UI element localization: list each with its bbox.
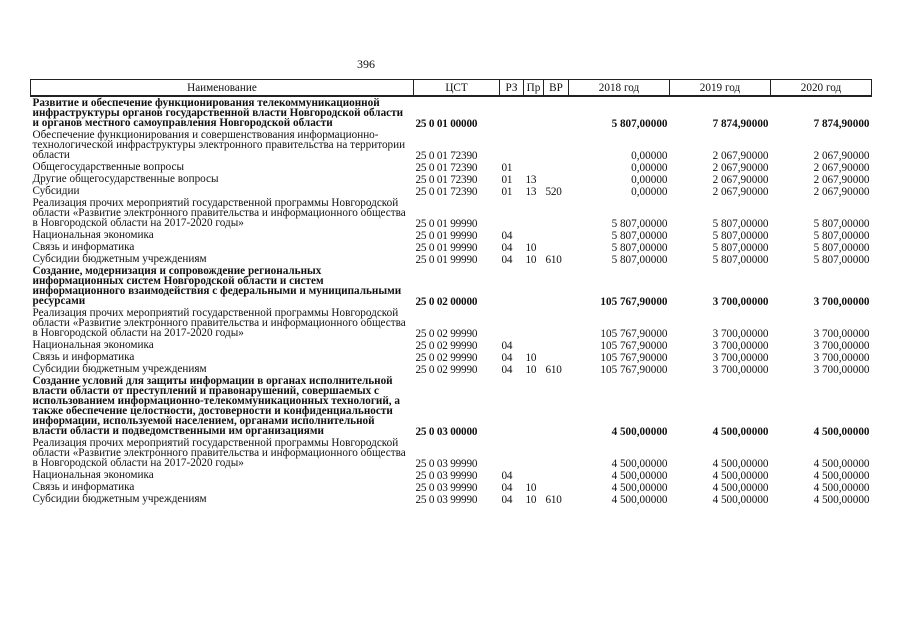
row-value-2018: 105 767,90000 <box>600 296 668 308</box>
row-cst: 25 0 02 99990 <box>415 352 478 364</box>
row-rz: 04 <box>501 254 513 266</box>
row-name: Национальная экономика <box>32 339 154 351</box>
row-vr: 610 <box>545 364 562 376</box>
row-cst: 25 0 01 72390 <box>415 150 478 162</box>
row-value-2020: 3 700,00000 <box>813 328 870 340</box>
row-rz: 04 <box>501 364 513 376</box>
row-name: Создание условий для защиты информации в органах исполнительной власти области от преступлений и правонарушений, совершаемых с использованием информационно-телекоммуникационных технологий, а также обеспечение целостности, достоверности и конфиденциальности информации, используемой населением, органами исполнительной власти области и подведомственными им организациями <box>32 375 400 437</box>
row-name: Субсидии бюджетным учреждениям <box>32 493 207 505</box>
row-name: Связь и информатика <box>32 481 135 493</box>
row-value-2019: 2 067,90000 <box>712 162 769 174</box>
row-cst: 25 0 02 99990 <box>415 340 478 352</box>
row-value-2018: 4 500,00000 <box>611 494 668 506</box>
row-value-2020: 2 067,90000 <box>813 174 870 186</box>
header-cst: ЦСТ <box>414 80 500 97</box>
row-rz: 04 <box>501 470 513 482</box>
row-value-2020: 4 500,00000 <box>813 458 870 470</box>
header-2018: 2018 год <box>569 80 670 97</box>
row-rz: 04 <box>501 352 513 364</box>
row-name: Субсидии бюджетным учреждениям <box>32 363 207 375</box>
header-2019: 2019 год <box>670 80 771 97</box>
row-pr <box>524 469 544 481</box>
row-value-2018: 0,00000 <box>631 186 668 198</box>
row-pr: 10 <box>525 352 537 364</box>
row-pr <box>524 129 544 161</box>
row-value-2019: 4 500,00000 <box>712 426 769 438</box>
table-row <box>31 253 872 265</box>
row-cst: 25 0 02 99990 <box>415 328 478 340</box>
table-row <box>31 339 872 351</box>
row-value-2020: 5 807,00000 <box>813 230 870 242</box>
row-cst: 25 0 03 00000 <box>415 426 478 438</box>
row-vr <box>544 173 569 185</box>
row-vr <box>544 96 569 129</box>
row-name: Связь и информатика <box>32 351 135 363</box>
row-vr <box>544 241 569 253</box>
row-rz <box>500 307 524 339</box>
row-value-2020: 4 500,00000 <box>813 494 870 506</box>
row-name: Другие общегосударственные вопросы <box>32 173 219 185</box>
row-cst: 25 0 01 72390 <box>415 186 478 198</box>
row-cst: 25 0 01 99990 <box>415 218 478 230</box>
row-vr <box>544 351 569 363</box>
row-pr: 10 <box>525 364 537 376</box>
row-value-2018: 0,00000 <box>631 150 668 162</box>
row-value-2020: 4 500,00000 <box>813 482 870 494</box>
row-value-2019: 3 700,00000 <box>712 352 769 364</box>
row-value-2019: 3 700,00000 <box>712 328 769 340</box>
row-vr <box>544 339 569 351</box>
row-value-2019: 2 067,90000 <box>712 150 769 162</box>
table-row <box>31 375 872 437</box>
row-cst: 25 0 02 99990 <box>415 364 478 376</box>
row-value-2020: 5 807,00000 <box>813 218 870 230</box>
row-pr <box>524 161 544 173</box>
row-value-2019: 5 807,00000 <box>712 254 769 266</box>
row-pr <box>524 339 544 351</box>
row-value-2019: 3 700,00000 <box>712 340 769 352</box>
row-value-2019: 7 874,90000 <box>670 96 771 129</box>
row-value-2020: 4 500,00000 <box>813 470 870 482</box>
row-rz: 04 <box>501 340 513 352</box>
row-name: Реализация прочих мероприятий государственной программы Новгородской области «Развитие электронного правительства и информационного общества в Новгородской области на 2017-2020 годы» <box>32 197 406 229</box>
table-row <box>31 161 872 173</box>
row-value-2018: 105 767,90000 <box>600 364 668 376</box>
row-cst: 25 0 01 72390 <box>415 174 478 186</box>
row-value-2019: 3 700,00000 <box>712 296 769 308</box>
row-value-2018: 5 807,00000 <box>569 96 670 129</box>
row-value-2018: 4 500,00000 <box>611 470 668 482</box>
row-value-2018: 4 500,00000 <box>611 482 668 494</box>
row-value-2019: 2 067,90000 <box>712 186 769 198</box>
row-value-2020: 2 067,90000 <box>813 162 870 174</box>
row-value-2019: 4 500,00000 <box>712 470 769 482</box>
row-rz <box>500 375 524 437</box>
row-value-2020: 2 067,90000 <box>813 150 870 162</box>
row-cst: 25 0 03 99990 <box>415 494 478 506</box>
row-rz: 04 <box>501 242 513 254</box>
row-pr: 13 <box>525 174 537 186</box>
row-rz <box>500 265 524 307</box>
row-value-2018: 105 767,90000 <box>600 352 668 364</box>
row-cst: 25 0 02 00000 <box>415 296 478 308</box>
row-value-2020: 3 700,00000 <box>813 296 870 308</box>
row-vr <box>544 437 569 469</box>
row-value-2018: 4 500,00000 <box>611 426 668 438</box>
row-pr <box>524 96 544 129</box>
row-vr <box>544 229 569 241</box>
row-cst: 25 0 03 99990 <box>415 482 478 494</box>
row-cst: 25 0 03 99990 <box>415 470 478 482</box>
row-name: Национальная экономика <box>32 469 154 481</box>
table-row <box>31 481 872 493</box>
row-rz: 04 <box>501 494 513 506</box>
row-name: Создание, модернизация и сопровождение региональных информационных систем Новгородской области и систем информационного взаимодействия с федеральными и муниципальными ресурсами <box>32 265 402 307</box>
row-vr <box>544 375 569 437</box>
row-rz <box>500 96 524 129</box>
row-value-2019: 5 807,00000 <box>712 218 769 230</box>
row-pr: 10 <box>525 494 537 506</box>
table-row <box>31 229 872 241</box>
row-name: Субсидии <box>32 185 80 197</box>
row-pr: 13 <box>525 186 537 198</box>
table-row <box>31 493 872 505</box>
row-vr <box>544 129 569 161</box>
row-vr <box>544 481 569 493</box>
row-value-2019: 4 500,00000 <box>712 458 769 470</box>
row-rz <box>500 437 524 469</box>
table-row <box>31 437 872 469</box>
budget-table <box>30 79 872 505</box>
table-body <box>31 96 872 505</box>
row-pr: 10 <box>525 242 537 254</box>
table-row <box>31 351 872 363</box>
row-vr: 610 <box>545 494 562 506</box>
row-value-2020: 3 700,00000 <box>813 340 870 352</box>
row-name: Обеспечение функционирования и совершенствования информационно- технологической инфраструктуры электронного правительства на территории области <box>32 129 406 161</box>
row-rz: 04 <box>501 230 513 242</box>
row-value-2020: 7 874,90000 <box>771 96 872 129</box>
row-rz: 01 <box>501 162 513 174</box>
row-cst: 25 0 01 99990 <box>415 230 478 242</box>
table-row <box>31 173 872 185</box>
row-rz <box>500 129 524 161</box>
row-cst: 25 0 01 00000 <box>414 96 500 129</box>
row-vr: 610 <box>545 254 562 266</box>
row-name: Реализация прочих мероприятий государственной программы Новгородской области «Развитие электронного правительства и информационного общества в Новгородской области на 2017-2020 годы» <box>32 307 406 339</box>
row-pr <box>524 307 544 339</box>
row-pr <box>524 375 544 437</box>
row-value-2018: 5 807,00000 <box>611 218 668 230</box>
row-value-2018: 0,00000 <box>631 162 668 174</box>
row-pr: 10 <box>525 254 537 266</box>
row-rz: 01 <box>501 174 513 186</box>
row-pr <box>524 229 544 241</box>
row-value-2018: 5 807,00000 <box>611 254 668 266</box>
table-header-row <box>31 80 872 97</box>
table-row <box>31 469 872 481</box>
row-value-2020: 5 807,00000 <box>813 254 870 266</box>
row-cst: 25 0 03 99990 <box>415 458 478 470</box>
row-value-2019: 5 807,00000 <box>712 242 769 254</box>
row-value-2019: 4 500,00000 <box>712 482 769 494</box>
row-value-2020: 3 700,00000 <box>813 364 870 376</box>
header-2020: 2020 год <box>771 80 872 97</box>
header-rz: РЗ <box>500 80 524 97</box>
row-value-2019: 2 067,90000 <box>712 174 769 186</box>
row-name: Национальная экономика <box>32 229 154 241</box>
table-row <box>31 363 872 375</box>
row-name: Реализация прочих мероприятий государственной программы Новгородской области «Развитие электронного правительства и информационного общества в Новгородской области на 2017-2020 годы» <box>32 437 406 469</box>
row-name: Общегосударственные вопросы <box>32 161 185 173</box>
row-value-2018: 0,00000 <box>631 174 668 186</box>
row-cst: 25 0 01 99990 <box>415 254 478 266</box>
row-value-2020: 2 067,90000 <box>813 186 870 198</box>
table-row <box>31 265 872 307</box>
row-vr <box>544 469 569 481</box>
row-vr: 520 <box>545 186 562 198</box>
row-cst: 25 0 01 72390 <box>415 162 478 174</box>
row-vr <box>544 307 569 339</box>
row-name: Развитие и обеспечение функционирования телекоммуникационной инфраструктуры органов государственной власти Новгородской области и органов местного самоуправления Новгородской области <box>31 96 414 129</box>
row-pr: 10 <box>525 482 537 494</box>
row-value-2018: 5 807,00000 <box>611 230 668 242</box>
row-value-2018: 4 500,00000 <box>611 458 668 470</box>
table-row <box>31 96 872 129</box>
row-rz: 04 <box>501 482 513 494</box>
row-vr <box>544 265 569 307</box>
row-value-2020: 5 807,00000 <box>813 242 870 254</box>
header-vr: ВР <box>544 80 569 97</box>
table-row <box>31 185 872 197</box>
row-pr <box>524 437 544 469</box>
row-name: Связь и информатика <box>32 241 135 253</box>
table-row <box>31 129 872 161</box>
table-row <box>31 307 872 339</box>
row-pr <box>524 265 544 307</box>
page-number: 396 <box>357 57 375 71</box>
row-rz: 01 <box>501 186 513 198</box>
row-value-2018: 5 807,00000 <box>611 242 668 254</box>
row-pr <box>524 197 544 229</box>
row-cst: 25 0 01 99990 <box>415 242 478 254</box>
table-row <box>31 241 872 253</box>
row-vr <box>544 197 569 229</box>
row-value-2019: 4 500,00000 <box>712 494 769 506</box>
row-value-2020: 4 500,00000 <box>813 426 870 438</box>
row-vr <box>544 161 569 173</box>
row-value-2019: 3 700,00000 <box>712 364 769 376</box>
table-row <box>31 197 872 229</box>
header-pr: Пр <box>524 80 544 97</box>
row-name: Субсидии бюджетным учреждениям <box>32 253 207 265</box>
row-value-2018: 105 767,90000 <box>600 340 668 352</box>
row-value-2018: 105 767,90000 <box>600 328 668 340</box>
row-value-2019: 5 807,00000 <box>712 230 769 242</box>
header-name: Наименование <box>31 80 414 97</box>
row-rz <box>500 197 524 229</box>
row-value-2020: 3 700,00000 <box>813 352 870 364</box>
